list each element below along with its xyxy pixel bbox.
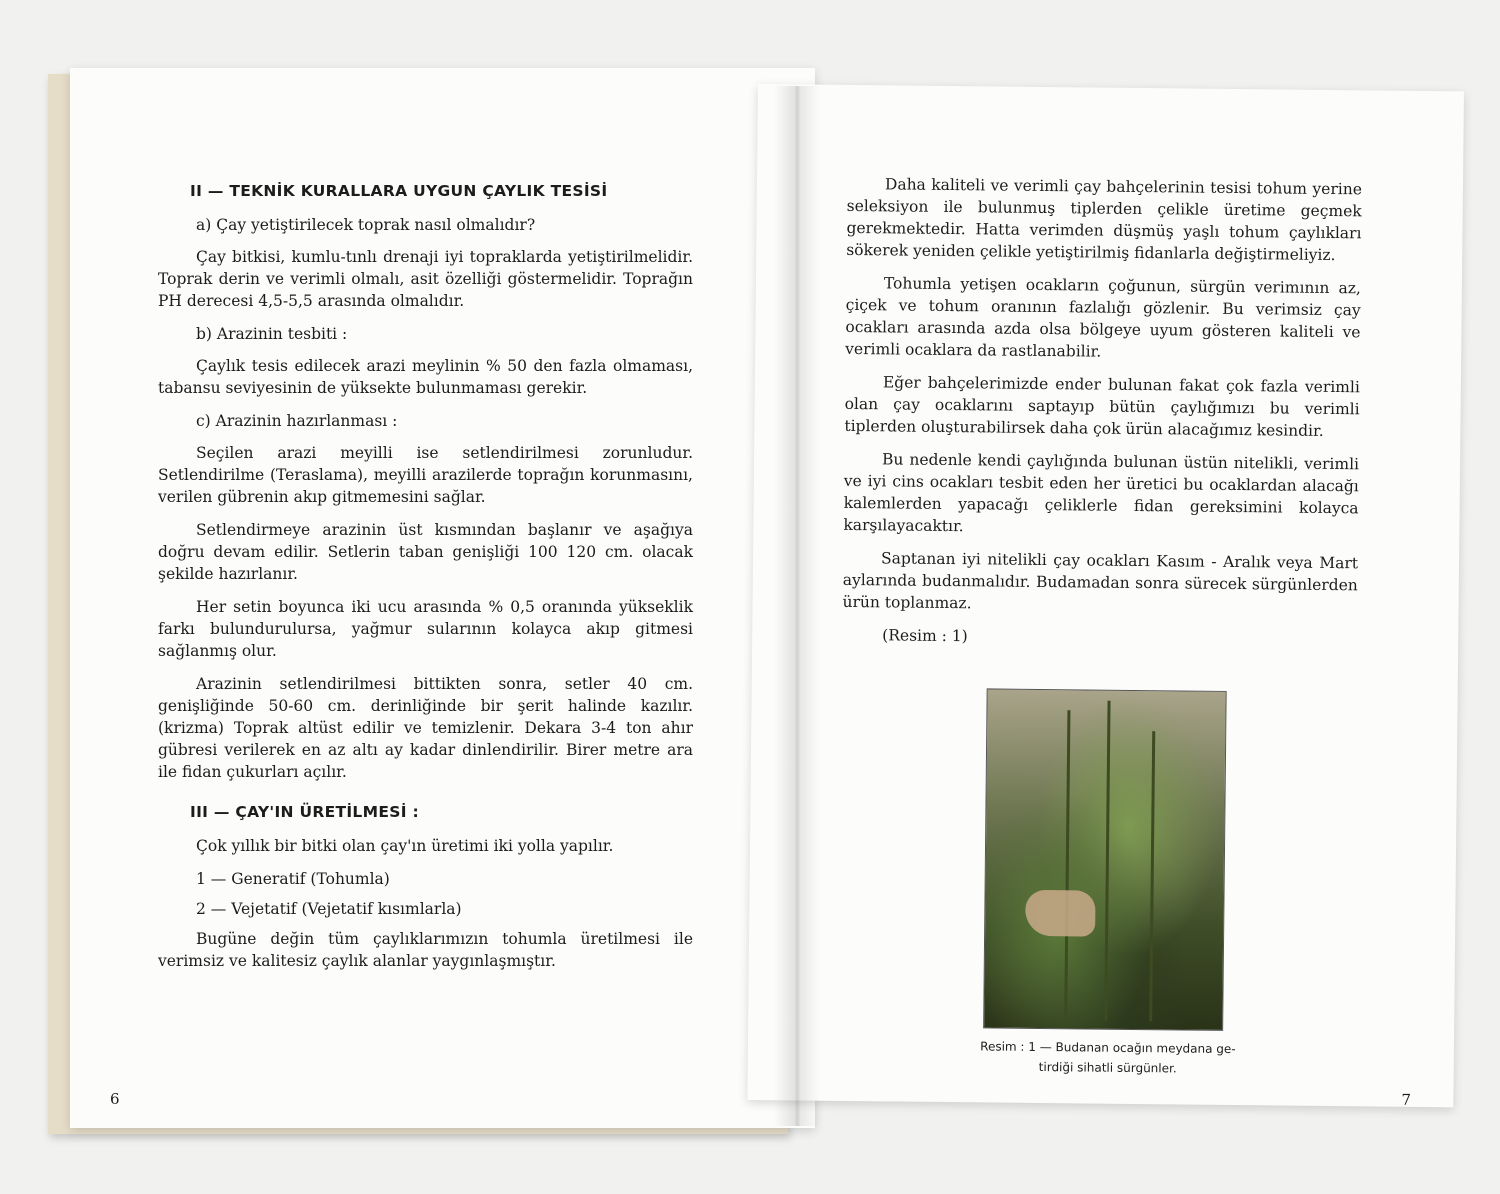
caption-line: Resim : 1 — Budanan ocağın meydana ge- (980, 1039, 1236, 1057)
tea-plant-photo (983, 688, 1227, 1030)
list-item: 2 — Vejetatif (Vejetatif kısımlarla) (196, 900, 462, 918)
paragraph: Bugüne değin tüm çaylıklarımızın tohumla üretilmesi ile verimsiz ve kalitesiz çaylık alanlar yaygınlaşmıştır. (158, 930, 693, 970)
hand-in-photo (1025, 890, 1095, 937)
subheading-b: b) Arazinin tesbiti : (196, 325, 348, 343)
paragraph: Çay bitkisi, kumlu-tınlı drenaji iyi topraklarda yetiştirilmelidir. Toprak derin ve verimli olmalı, asit özelliği göstermelidir. Toprağın PH derecesi 4,5-5,5 arasında olmalıdır. (158, 248, 693, 310)
left-page-text (158, 180, 693, 983)
open-booklet (48, 66, 1468, 1136)
book-gutter (774, 86, 820, 1126)
section-heading-3: III — ÇAY'IN ÜRETİLMESİ : (190, 803, 419, 821)
page-number: 6 (110, 1090, 120, 1108)
photo-caption (918, 1036, 1298, 1080)
list-item: 1 — Generatif (Tohumla) (196, 870, 390, 888)
subheading-a: a) Çay yetiştirilecek toprak nasıl olmalıdır? (196, 216, 536, 234)
paragraph: Saptanan iyi nitelikli çay ocakları Kasım - Aralık veya Mart aylarında budanmalıdır. Budamadan sonra sürecek sürgünlerden ürün toplanmaz. (842, 549, 1359, 613)
paragraph: Daha kaliteli ve verimli çay bahçelerinin tesisi tohum yerine seleksiyon ile bulunmuş tiplerden çelikle üretime geçmek gerekmektedir. Hatta verimden düşmüş yaşlı tohum çaylıkları sökerek yeniden çelikle yetiştirilmiş fidanlarla değiştirmeliyiz. (846, 175, 1363, 265)
paragraph: Çaylık tesis edilecek arazi meylinin % 50 den fazla olmaması, tabansu seviyesinin de yüksekte bulunmaması gerekir. (158, 357, 693, 397)
paragraph: Setlendirmeye arazinin üst kısmından başlanır ve aşağıya doğru devam edilir. Setlerin taban genişliği 100 120 cm. olacak şekilde hazırlanır. (158, 521, 693, 583)
page-number: 7 (1401, 1090, 1412, 1109)
paragraph: Her setin boyunca iki ucu arasında % 0,5 oranında yükseklik farkı bulundurulursa, yağmur sularının kolayca akıp gitmesi sağlanmış olur. (158, 598, 693, 660)
section-heading-2: II — TEKNİK KURALLARA UYGUN ÇAYLIK TESİSİ (190, 182, 608, 200)
paragraph: Tohumla yetişen ocakların çoğunun, sürgün verimının az, çiçek ve tohum oranının fazlalığı gözlenir. Bu verimsiz çay ocakları arasında azda olsa bölgeye uyum gösteren kaliteli ve verimli ocaklara da rastlanabilir. (845, 274, 1361, 361)
right-page-text (842, 173, 1362, 661)
left-page (70, 68, 815, 1128)
right-page (747, 84, 1464, 1107)
paragraph: Arazinin setlendirilmesi bittikten sonra, setler 40 cm. genişliğinde 50-60 cm. derinliğinde bir şerit halinde kazılır. (krizma) Toprak altüst edilir ve temizlenir. Dekara 3-4 ton ahır gübresi verilerek en az altı ay kadar dinlendirilir. Birer metre ara ile fidan çukurları açılır. (158, 675, 693, 781)
caption-line: tirdiği sihatli sürgünler. (1038, 1059, 1177, 1076)
photo-reference: (Resim : 1) (882, 626, 968, 646)
paragraph: Eğer bahçelerimizde ender bulunan fakat çok fazla verimli olan çay ocaklarını saptayıp bütün çaylığımızı bu verimli tiplerden oluşturabilirsek daha çok ürün alacağımız kesindir. (844, 373, 1360, 440)
subheading-c: c) Arazinin hazırlanması : (196, 412, 398, 430)
paragraph: Seçilen arazi meyilli ise setlendirilmesi zorunludur. Setlendirilme (Teraslama), meyilli arazilerde toprağın korunmasını, verilen gübrenin akıp gitmemesini sağlar. (158, 444, 693, 506)
paragraph: Bu nedenle kendi çaylığında bulunan üstün nitelikli, verimli ve iyi cins ocakları tesbit eden her üretici bu ocaklardan alacağı kalemlerden yapacağı çeliklerle fidan gereksimini kolayca karşılayacaktır. (843, 450, 1360, 536)
paragraph: Çok yıllık bir bitki olan çay'ın üretimi iki yolla yapılır. (196, 837, 614, 855)
